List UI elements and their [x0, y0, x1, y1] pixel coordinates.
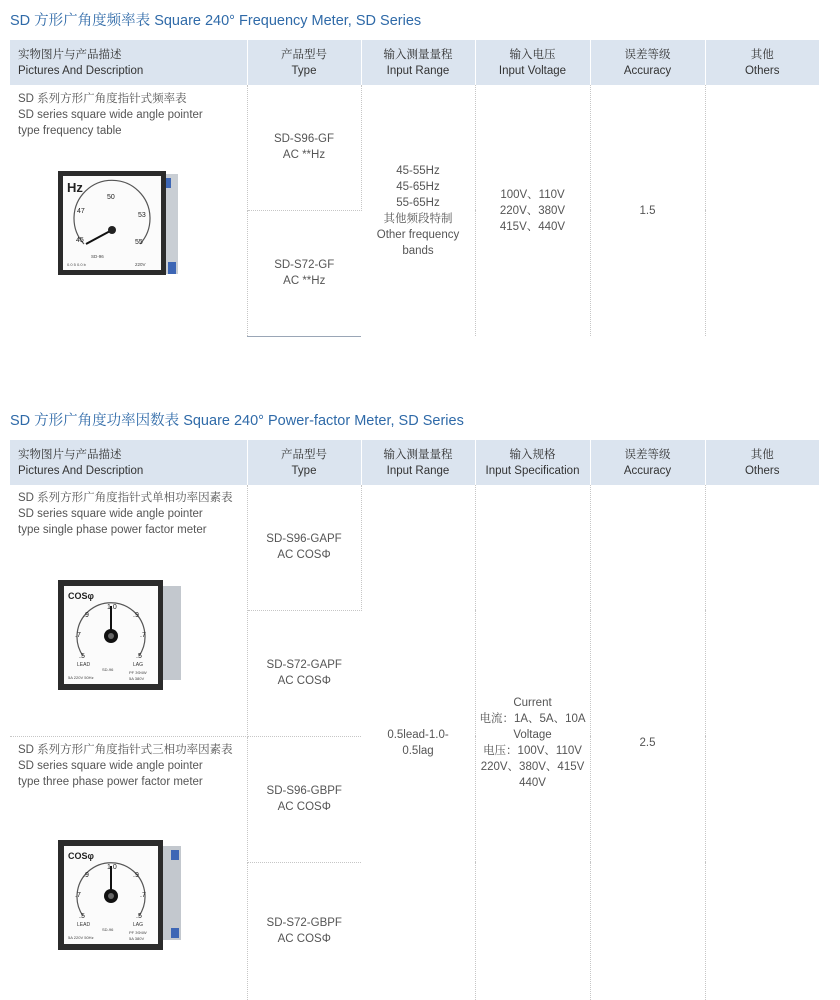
meter-spec-text: PF 3Φ4W — [129, 670, 147, 675]
meter-pivot — [108, 226, 116, 234]
meter-scale-label: .5 — [136, 913, 142, 920]
meter-spec-text: 5A 380V — [129, 936, 145, 941]
header-others: 其他 Others — [705, 40, 819, 85]
table-header-row — [10, 440, 819, 485]
section-title-power-factor: SD 方形广角度功率因数表 Square 240° Power-factor Meter, SD Series — [10, 413, 464, 429]
type-cell: SD-S72-GAPF AC COSΦ — [247, 610, 361, 736]
description-line: SD series square wide angle pointer — [18, 109, 203, 121]
header-type: 产品型号 Type — [247, 40, 361, 85]
description-line: SD 系列方形广角度指针式三相功率因素表 — [18, 743, 233, 756]
description-line: type three phase power factor meter — [18, 775, 203, 788]
section-title-frequency: SD 方形广角度频率表 Square 240° Frequency Meter, SD Series — [10, 13, 422, 29]
meter-clip — [168, 262, 176, 274]
meter-scale-label: 47 — [77, 208, 85, 215]
header-pictures-description: 实物图片与产品描述 Pictures And Description — [10, 40, 247, 85]
type-cell: SD-S96-GF AC **Hz — [247, 85, 361, 210]
meter-side — [164, 174, 178, 274]
others-cell — [705, 485, 819, 1000]
header-accuracy: 误差等级 Accuracy — [590, 440, 705, 485]
meter-lead-label: LEAD — [77, 922, 91, 928]
meter-spec-text: 0.0 5 0.0 b — [67, 262, 86, 267]
input-voltage-cell: 100V、110V 220V、380V 415V、440V — [475, 85, 590, 336]
meter-lag-label: LAG — [133, 662, 144, 668]
single-phase-power-factor-meter-image — [55, 576, 187, 694]
meter-clip — [171, 850, 179, 860]
type-cell: SD-S72-GF AC **Hz — [247, 210, 361, 336]
meter-scale-label: .7 — [75, 892, 81, 899]
table-header-row — [10, 40, 819, 85]
meter-scale-label: 1.0 — [107, 864, 117, 871]
meter-pivot-center — [108, 893, 114, 899]
description-line: SD series square wide angle pointer — [18, 759, 203, 772]
three-phase-power-factor-meter-image — [55, 836, 187, 954]
meter-model-text: SD-96 — [102, 667, 114, 672]
meter-scale-label: .9 — [83, 612, 89, 619]
input-range-cell: 0.5lead-1.0- 0.5lag — [361, 485, 475, 1000]
description-line: SD 系列方形广角度指针式单相功率因素表 — [18, 492, 233, 504]
meter-scale-label: 53 — [138, 212, 146, 219]
meter-scale-label: 50 — [107, 194, 115, 201]
header-pictures-description: 实物图片与产品描述 Pictures And Description — [10, 440, 247, 485]
meter-scale-label: .7 — [140, 632, 146, 639]
accuracy-cell: 2.5 — [590, 485, 705, 1000]
meter-scale-label: 1.0 — [107, 604, 117, 611]
header-input-range: 输入测量量程 Input Range — [361, 440, 475, 485]
header-accuracy: 误差等级 Accuracy — [590, 40, 705, 85]
meter-title: Hz — [67, 180, 83, 195]
meter-scale-label: .5 — [136, 653, 142, 660]
meter-spec-text: 5A 380V — [129, 676, 145, 681]
header-others: 其他 Others — [705, 440, 819, 485]
meter-pivot-center — [108, 633, 114, 639]
header-input-specification: 输入规格 Input Specification — [475, 440, 590, 485]
meter-scale-label: .9 — [133, 612, 139, 619]
input-range-cell: 45-55Hz 45-65Hz 55-65Hz 其他频段特制 Other frequency bands — [361, 85, 475, 336]
meter-voltage-text: 220V — [135, 262, 146, 267]
others-cell — [705, 85, 819, 336]
meter-spec-text: PF 3Φ4W — [129, 930, 147, 935]
meter-scale-label: 45 — [76, 237, 84, 244]
type-cell: SD-S72-GBPF AC COSΦ — [266, 917, 342, 946]
input-specification-cell: Current 电流：1A、5A、10A Voltage 电压：100V、110V 220V、380V、415V 440V — [475, 485, 590, 1000]
description-line: type frequency table — [18, 125, 122, 137]
meter-lead-label: LEAD — [77, 662, 91, 668]
meter-spec-text: 5A 220V 50Hz — [68, 675, 94, 680]
meter-lag-label: LAG — [133, 922, 144, 928]
meter-scale-label: .7 — [140, 892, 146, 899]
type-cell: SD-S96-GAPF AC COSΦ — [247, 485, 361, 610]
meter-model-text: SD-96 — [91, 254, 104, 259]
meter-model-text: SD-96 — [102, 927, 114, 932]
meter-scale-label: 55 — [135, 239, 143, 246]
meter-scale-label: .9 — [83, 872, 89, 879]
header-input-voltage: 输入电压 Input Voltage — [475, 40, 590, 85]
header-type: 产品型号 Type — [247, 440, 361, 485]
meter-scale-label: .5 — [79, 913, 85, 920]
accuracy-cell: 1.5 — [590, 85, 705, 336]
header-input-range: 输入测量量程 Input Range — [361, 40, 475, 85]
meter-scale-label: .7 — [75, 632, 81, 639]
meter-scale-label: .9 — [133, 872, 139, 879]
description-line: type single phase power factor meter — [18, 524, 207, 536]
meter-spec-text: 5A 220V 50Hz — [68, 935, 94, 940]
meter-title: COSφ — [68, 591, 94, 601]
description-line: SD 系列方形广角度指针式频率表 — [18, 93, 187, 105]
meter-title: COSφ — [68, 851, 94, 861]
meter-scale-label: .5 — [79, 653, 85, 660]
meter-clip — [171, 928, 179, 938]
frequency-meter-image — [55, 170, 185, 280]
type-cell: SD-S96-GBPF AC COSΦ — [247, 736, 361, 862]
description-line: SD series square wide angle pointer — [18, 508, 203, 520]
